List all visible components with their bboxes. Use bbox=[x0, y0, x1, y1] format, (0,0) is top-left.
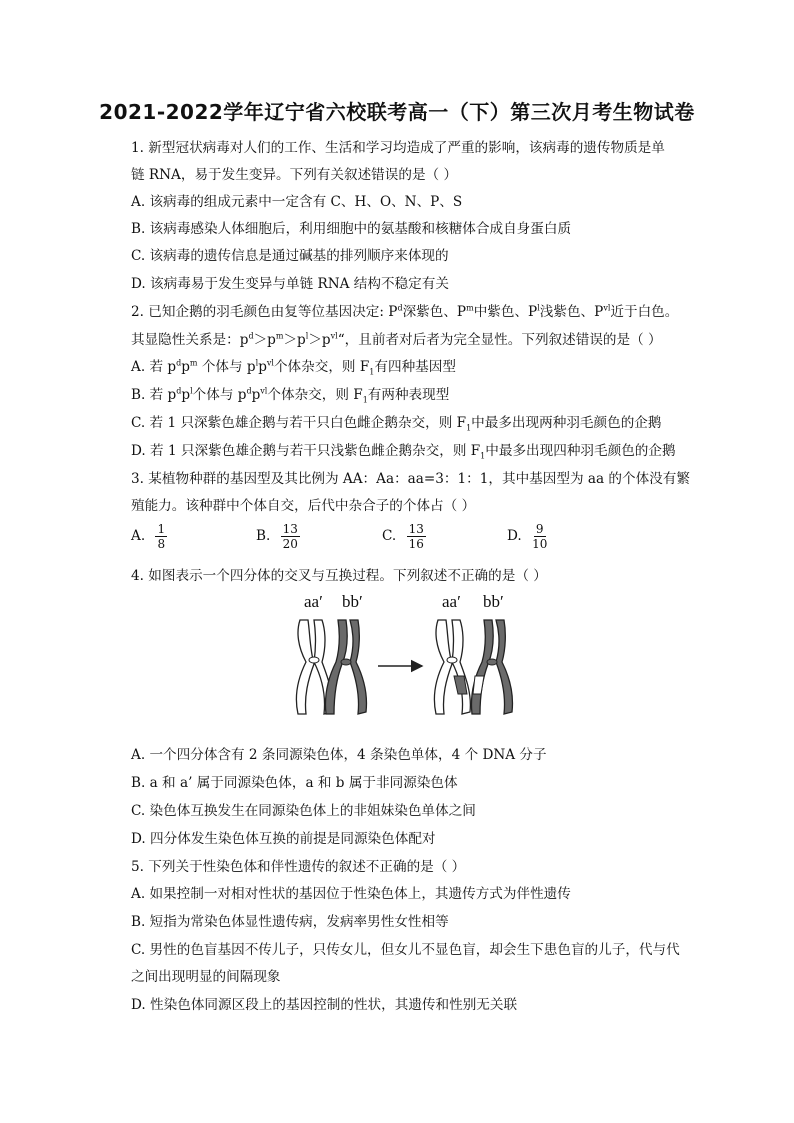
q2-text: 个体与 p bbox=[192, 387, 247, 403]
q1-stem-line2: 链 RNA，易于发生变异。下列有关叙述错误的是（ ） bbox=[131, 167, 458, 183]
q2-text: ＞p bbox=[308, 332, 331, 348]
q2-text: 有四种基因型 bbox=[374, 359, 456, 375]
q2-sup: m bbox=[275, 331, 284, 341]
q2-option-b bbox=[131, 385, 691, 405]
q2-text: 深紫色、P bbox=[402, 304, 467, 320]
q2-text: C. 若 1 只深紫色雄企鹅与若干只白色雌企鹅杂交，则 F bbox=[131, 415, 467, 431]
q2-text: 浅紫色、P bbox=[539, 304, 604, 320]
q2-text: D. 若 1 只深紫色雄企鹅与若干只浅紫色雌企鹅杂交，则 F bbox=[131, 443, 481, 459]
q2-sup: vl bbox=[266, 358, 274, 368]
centromere-left bbox=[309, 657, 319, 663]
q4-option-c: C. 染色体互换发生在同源染色体上的非姐妹染色单体之间 bbox=[131, 803, 476, 819]
q2-sup: d bbox=[397, 303, 403, 313]
q2-text: 中最多出现两种羽毛颜色的企鹅 bbox=[471, 415, 662, 431]
q2-text: 中紫色、P bbox=[473, 304, 538, 320]
q1-stem-line1: 1. 新型冠状病毒对人们的工作、生活和学习均造成了严重的影响，该病毒的遗传物质是单 bbox=[131, 140, 665, 156]
q3-option-label: A. bbox=[131, 528, 146, 544]
centromere-left-after bbox=[447, 657, 457, 663]
q2-text: 2. 已知企鹅的羽毛颜色由复等位基因决定: P bbox=[131, 304, 398, 320]
q2-text: B. 若 p bbox=[131, 387, 177, 403]
chromatid-b-prime-after bbox=[496, 620, 513, 714]
chromatid-a-prime-after bbox=[452, 620, 470, 714]
q5-option-b: B. 短指为常染色体显性遗传病，发病率男性女性相等 bbox=[131, 914, 449, 930]
q2-stem-line1 bbox=[131, 302, 691, 322]
q5-option-d: D. 性染色体同源区段上的基因控制的性状，其遗传和性别无关联 bbox=[131, 997, 518, 1013]
q3-option-c bbox=[382, 522, 426, 551]
fraction bbox=[281, 522, 300, 551]
q2-sub: 1 bbox=[369, 367, 375, 377]
q3-stem-line1: 3. 某植物种群的基因型及其比例为 AA：Aa：aa=3：1：1，其中基因型为 aa 的个体没有繁 bbox=[131, 471, 690, 487]
chromatid-b-prime bbox=[350, 620, 367, 714]
q2-text: 个体杂交，则 F bbox=[267, 387, 363, 403]
q2-text: 其显隐性关系是：p bbox=[131, 332, 249, 348]
centromere-right-after bbox=[487, 659, 497, 665]
figure-label-right-aa: aa′ bbox=[442, 592, 461, 611]
centromere-right bbox=[341, 659, 351, 665]
q2-text: p bbox=[258, 359, 267, 375]
tetrad-before bbox=[296, 620, 366, 714]
q2-text: p bbox=[181, 359, 190, 375]
q2-text: 个体杂交，则 F bbox=[273, 359, 370, 375]
q2-text: 有两种表现型 bbox=[367, 387, 450, 403]
q2-text: 近于白色。 bbox=[610, 304, 679, 320]
q2-sup: l bbox=[537, 303, 540, 313]
q2-sub: 1 bbox=[362, 395, 368, 405]
denominator: 16 bbox=[408, 537, 424, 551]
q2-sup: d bbox=[248, 331, 254, 341]
q2-sup: d bbox=[176, 386, 182, 396]
q3-stem-line2: 殖能力。该种群中个体自交，后代中杂合子的个体占（ ） bbox=[131, 498, 476, 514]
tetrad-after bbox=[434, 620, 512, 714]
q3-option-a bbox=[131, 522, 167, 551]
q1-option-a: A. 该病毒的组成元素中一定含有 C、H、O、N、P、S bbox=[131, 194, 463, 210]
chromosome-diagram bbox=[270, 592, 530, 724]
q3-option-label: C. bbox=[382, 528, 397, 544]
numerator: 9 bbox=[535, 522, 544, 536]
q2-text: A. 若 p bbox=[131, 359, 177, 375]
q1-option-b: B. 该病毒感染人体细胞后，利用细胞中的氨基酸和核糖体合成自身蛋白质 bbox=[131, 221, 572, 237]
q2-text: 个体与 p bbox=[197, 359, 256, 375]
fraction bbox=[155, 522, 167, 551]
q2-sup: d bbox=[176, 358, 182, 368]
figure-label-left-bb: bb′ bbox=[342, 592, 363, 611]
fraction bbox=[532, 522, 547, 551]
q5-option-a: A. 如果控制一对相对性状的基因位于性染色体上，其遗传方式为伴性遗传 bbox=[131, 886, 571, 902]
q2-text: p bbox=[251, 387, 261, 403]
q2-option-d bbox=[131, 441, 691, 461]
q2-sup: m bbox=[189, 358, 198, 368]
q2-sup: vl bbox=[260, 386, 268, 396]
q2-stem-line2 bbox=[131, 330, 691, 350]
denominator: 20 bbox=[282, 537, 298, 551]
q2-option-c bbox=[131, 413, 691, 433]
q2-text: p bbox=[181, 387, 191, 403]
crossing-over-figure bbox=[270, 592, 530, 724]
q2-text: 中最多出现四种羽毛颜色的企鹅 bbox=[485, 443, 676, 459]
chromatid-b bbox=[325, 620, 347, 714]
fraction bbox=[407, 522, 426, 551]
q2-text: ＞p bbox=[253, 332, 276, 348]
numerator: 13 bbox=[408, 522, 424, 536]
q1-option-d: D. 该病毒易于发生变异与单链 RNA 结构不稳定有关 bbox=[131, 276, 449, 292]
chromatid-a-after bbox=[434, 620, 452, 714]
q3-option-d bbox=[507, 522, 547, 551]
q2-sup: l bbox=[255, 358, 259, 368]
q4-option-a: A. 一个四分体含有 2 条同源染色体，4 条染色单体，4 个 DNA 分子 bbox=[131, 747, 547, 763]
q4-option-b: B. a 和 a’ 属于同源染色体，a 和 b 属于非同源染色体 bbox=[131, 775, 458, 791]
q1-option-c: C. 该病毒的遗传信息是通过碱基的排列顺序来体现的 bbox=[131, 248, 449, 264]
q2-option-a bbox=[131, 357, 691, 377]
q5-stem: 5. 下列关于性染色体和伴性遗传的叙述不正确的是（ ） bbox=[131, 859, 466, 875]
q4-option-d: D. 四分体发生染色体互换的前提是同源染色体配对 bbox=[131, 831, 436, 847]
q2-sup: l bbox=[305, 331, 309, 341]
q3-option-label: D. bbox=[507, 528, 522, 544]
page-title: 2021-2022学年辽宁省六校联考高一（下）第三次月考生物试卷 bbox=[99, 100, 695, 124]
q5-option-c-line2: 之间出现明显的间隔现象 bbox=[131, 969, 281, 985]
denominator: 10 bbox=[532, 537, 548, 551]
figure-label-right-bb: bb′ bbox=[483, 592, 504, 611]
q2-sup: l bbox=[190, 386, 193, 396]
numerator: 13 bbox=[282, 522, 298, 536]
exchanged-segment-light bbox=[473, 676, 484, 694]
q2-sup: m bbox=[466, 303, 474, 313]
q2-sub: 1 bbox=[466, 423, 472, 433]
denominator: 8 bbox=[157, 537, 166, 551]
q3-option-label: B. bbox=[256, 528, 271, 544]
figure-label-left-aa: aa′ bbox=[304, 592, 323, 611]
q2-sub: 1 bbox=[480, 451, 486, 461]
numerator: 1 bbox=[157, 522, 166, 536]
q2-text: “，且前者对后者为完全显性。下列叙述错误的是（ ） bbox=[337, 332, 662, 348]
chromatid-b-after bbox=[471, 620, 493, 714]
q4-stem: 4. 如图表示一个四分体的交叉与互换过程。下列叙述不正确的是（ ） bbox=[131, 568, 547, 584]
q5-option-c-line1: C. 男性的色盲基因不传儿子，只传女儿，但女儿不显色盲，却会生下患色盲的儿子，代与代 bbox=[131, 942, 680, 958]
q2-sup: d bbox=[246, 386, 252, 396]
q2-sup: vl bbox=[330, 331, 338, 341]
q2-text: ＞p bbox=[283, 332, 306, 348]
q3-option-b bbox=[256, 522, 300, 551]
q2-sup: vl bbox=[603, 303, 611, 313]
chromatid-a bbox=[296, 620, 314, 714]
